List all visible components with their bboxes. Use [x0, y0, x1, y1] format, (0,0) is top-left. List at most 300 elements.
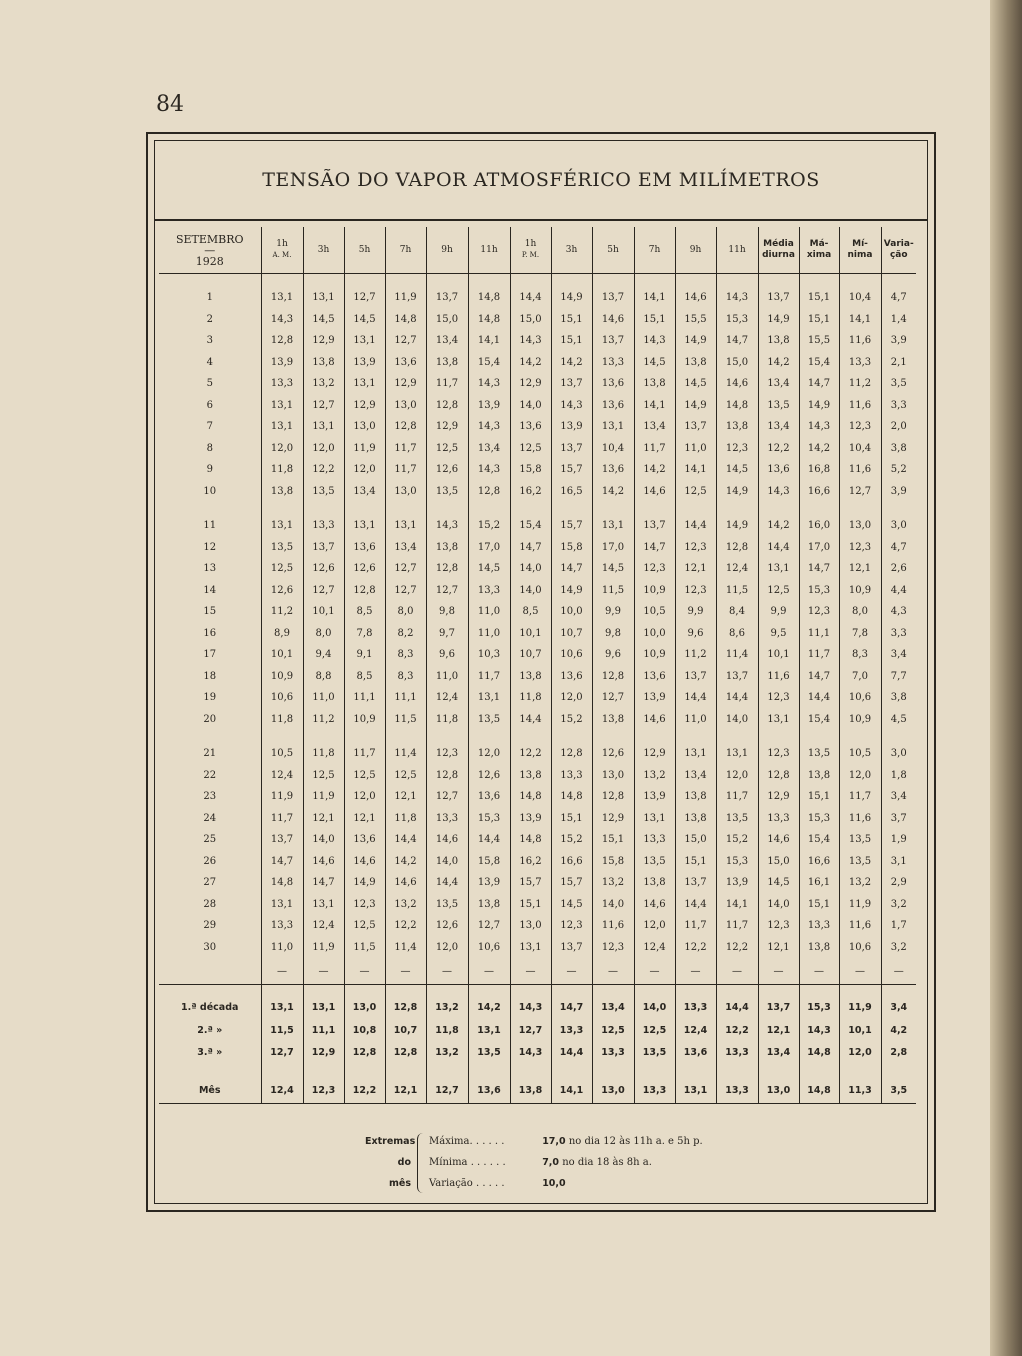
value-cell: 12,8 [758, 765, 799, 787]
dash-cell: — [716, 958, 758, 985]
value-cell: 13,3 [551, 765, 592, 787]
summary-value: 12,4 [675, 1019, 716, 1041]
header-media-diurna: Média diurna [758, 227, 799, 274]
table-row [159, 416, 916, 438]
value-cell: 12,4 [303, 915, 344, 937]
value-cell: 13,1 [261, 287, 303, 309]
value-cell: 8,3 [385, 666, 426, 688]
header-3pm: 3h [551, 227, 592, 274]
value-cell: 14,8 [468, 287, 510, 309]
summary-value: 13,3 [716, 1041, 758, 1063]
value-cell: 2,0 [881, 416, 916, 438]
value-cell: 9,1 [344, 644, 385, 666]
value-cell: 11,8 [303, 743, 344, 765]
value-cell: 10,0 [551, 601, 592, 623]
value-cell: 12,3 [426, 743, 468, 765]
value-cell: 12,6 [303, 558, 344, 580]
value-cell: 12,6 [426, 915, 468, 937]
value-cell: 14,1 [634, 395, 675, 417]
value-cell: 12,3 [758, 743, 799, 765]
summary-value: 14,4 [551, 1041, 592, 1063]
summary-value: 13,3 [675, 985, 716, 1020]
table-frame [146, 132, 936, 1212]
value-cell: 12,9 [634, 743, 675, 765]
value-cell: 12,0 [839, 765, 881, 787]
value-cell: 12,5 [510, 438, 551, 460]
extremes-values [429, 1131, 809, 1194]
extremes-label: Extremas do mês [365, 1136, 416, 1189]
value-cell: 13,3 [426, 808, 468, 830]
day-cell: 16 [203, 627, 217, 639]
value-cell: 11,7 [716, 786, 758, 808]
value-cell: 14,4 [716, 687, 758, 709]
summary-value: 3,4 [881, 985, 916, 1020]
value-cell: 15,4 [510, 515, 551, 537]
value-cell: 13,8 [634, 373, 675, 395]
header-7pm: 7h [634, 227, 675, 274]
day-cell: 8 [206, 442, 213, 454]
value-cell: 10,3 [468, 644, 510, 666]
value-cell: 11,0 [675, 709, 716, 731]
value-cell: 14,0 [758, 894, 799, 916]
value-cell: 15,0 [716, 352, 758, 374]
value-cell: 13,3 [758, 808, 799, 830]
value-cell: 12,5 [261, 558, 303, 580]
table-row [159, 829, 916, 851]
value-cell: 12,2 [716, 937, 758, 959]
value-cell: 13,5 [839, 829, 881, 851]
value-cell: 3,9 [881, 330, 916, 352]
value-cell: 13,2 [839, 872, 881, 894]
value-cell: 14,0 [716, 709, 758, 731]
value-cell: 10,5 [839, 743, 881, 765]
summary-value: 15,3 [799, 985, 839, 1020]
value-cell: 1,9 [881, 829, 916, 851]
value-cell: 12,9 [344, 395, 385, 417]
table-row [159, 915, 916, 937]
value-cell: 13,7 [675, 416, 716, 438]
value-cell: 16,1 [799, 872, 839, 894]
value-cell: 12,2 [758, 438, 799, 460]
value-cell: 12,0 [303, 438, 344, 460]
summary-value: 12,7 [426, 1077, 468, 1104]
table-row [159, 666, 916, 688]
day-cell: 19 [203, 692, 217, 704]
value-cell: 14,9 [716, 481, 758, 503]
value-cell: 3,8 [881, 687, 916, 709]
value-cell: 10,9 [839, 580, 881, 602]
value-cell: 13,9 [261, 352, 303, 374]
value-cell: 12,7 [592, 687, 634, 709]
value-cell: 11,7 [468, 666, 510, 688]
value-cell: 14,1 [716, 894, 758, 916]
value-cell: 11,5 [385, 709, 426, 731]
value-cell: 12,0 [716, 765, 758, 787]
table-row [159, 601, 916, 623]
value-cell: 7,0 [839, 666, 881, 688]
summary-value: 13,0 [592, 1077, 634, 1104]
value-cell: 13,5 [426, 481, 468, 503]
value-cell: 12,0 [344, 786, 385, 808]
value-cell: 13,2 [385, 894, 426, 916]
summary-value: 13,1 [468, 1019, 510, 1041]
summary-value: 13,6 [675, 1041, 716, 1063]
day-cell: 12 [203, 541, 217, 553]
value-cell: 10,1 [261, 644, 303, 666]
summary-value: 13,0 [344, 985, 385, 1020]
value-cell: 15,4 [799, 709, 839, 731]
value-cell: 11,0 [675, 438, 716, 460]
value-cell: 13,8 [592, 709, 634, 731]
value-cell: 13,8 [675, 352, 716, 374]
summary-value: 13,1 [261, 985, 303, 1020]
value-cell: 17,0 [468, 537, 510, 559]
summary-value: 13,1 [303, 985, 344, 1020]
value-cell: 15,4 [799, 829, 839, 851]
value-cell: 11,9 [303, 786, 344, 808]
value-cell: 12,7 [303, 395, 344, 417]
value-cell: 15,2 [716, 829, 758, 851]
summary-label: 3.ª » [197, 1046, 223, 1058]
dash-cell: — [758, 958, 799, 985]
value-cell: 12,0 [426, 937, 468, 959]
value-cell: 12,8 [426, 395, 468, 417]
table-row [159, 851, 916, 873]
value-cell: 14,4 [758, 537, 799, 559]
value-cell: 14,5 [758, 872, 799, 894]
day-cell: 6 [206, 399, 213, 411]
value-cell: 13,3 [303, 515, 344, 537]
value-cell: 15,1 [799, 894, 839, 916]
value-cell: 15,1 [799, 287, 839, 309]
value-cell: 13,1 [261, 395, 303, 417]
value-cell: 13,8 [261, 481, 303, 503]
value-cell: 9,8 [426, 601, 468, 623]
value-cell: 11,6 [839, 915, 881, 937]
table-body [159, 274, 916, 1104]
summary-value: 4,2 [881, 1019, 916, 1041]
value-cell: 15,3 [799, 580, 839, 602]
value-cell: 14,8 [468, 309, 510, 331]
value-cell: 11,7 [385, 438, 426, 460]
value-cell: 13,1 [344, 330, 385, 352]
value-cell: 15,1 [551, 309, 592, 331]
value-cell: 12,7 [426, 786, 468, 808]
value-cell: 11,6 [592, 915, 634, 937]
value-cell: 14,3 [468, 373, 510, 395]
value-cell: 16,0 [799, 515, 839, 537]
value-cell: 13,3 [468, 580, 510, 602]
value-cell: 4,7 [881, 537, 916, 559]
value-cell: 13,5 [839, 851, 881, 873]
header-11am: 11h [468, 227, 510, 274]
value-cell: 12,3 [758, 915, 799, 937]
value-cell: 14,4 [799, 687, 839, 709]
value-cell: 13,5 [634, 851, 675, 873]
value-cell: 14,8 [510, 786, 551, 808]
value-cell: 15,3 [716, 851, 758, 873]
value-cell: 9,9 [675, 601, 716, 623]
value-cell: 12,9 [385, 373, 426, 395]
value-cell: 12,8 [344, 580, 385, 602]
summary-value: 13,6 [468, 1077, 510, 1104]
value-cell: 14,9 [716, 515, 758, 537]
table-row [159, 644, 916, 666]
summary-label: 2.ª » [197, 1024, 223, 1036]
value-cell: 12,3 [839, 416, 881, 438]
value-cell: 12,4 [716, 558, 758, 580]
value-cell: 14,3 [758, 481, 799, 503]
value-cell: 12,6 [468, 765, 510, 787]
value-cell: 14,2 [799, 438, 839, 460]
extreme-maximum: Máxima. . . . . . 17,0 no dia 12 às 11h a. e 5h p. [429, 1136, 703, 1147]
value-cell: 13,1 [303, 894, 344, 916]
value-cell: 14,7 [799, 373, 839, 395]
value-cell: 1,4 [881, 309, 916, 331]
header-1pm: 1h P. M. [510, 227, 551, 274]
value-cell: 3,0 [881, 515, 916, 537]
dash-cell: — [261, 958, 303, 985]
value-cell: 9,6 [675, 623, 716, 645]
value-cell: 13,4 [675, 765, 716, 787]
summary-value: 14,2 [468, 985, 510, 1020]
summary-value: 14,4 [716, 985, 758, 1020]
value-cell: 11,8 [510, 687, 551, 709]
day-cell: 25 [203, 834, 217, 846]
value-cell: 14,7 [799, 666, 839, 688]
value-cell: 17,0 [592, 537, 634, 559]
value-cell: 15,1 [634, 309, 675, 331]
value-cell: 13,8 [675, 808, 716, 830]
value-cell: 14,9 [551, 580, 592, 602]
value-cell: 13,1 [758, 558, 799, 580]
summary-value: 13,3 [592, 1041, 634, 1063]
value-cell: 13,9 [468, 395, 510, 417]
value-cell: 14,3 [261, 309, 303, 331]
value-cell: 10,9 [839, 709, 881, 731]
summary-value: 12,2 [344, 1077, 385, 1104]
summary-value: 13,3 [634, 1077, 675, 1104]
value-cell: 10,9 [261, 666, 303, 688]
value-cell: 9,6 [426, 644, 468, 666]
value-cell: 13,6 [592, 373, 634, 395]
value-cell: 13,5 [799, 743, 839, 765]
value-cell: 8,5 [344, 601, 385, 623]
value-cell: 14,4 [510, 287, 551, 309]
value-cell: 14,9 [344, 872, 385, 894]
value-cell: 15,4 [468, 352, 510, 374]
value-cell: 13,8 [426, 352, 468, 374]
value-cell: 10,4 [839, 287, 881, 309]
summary-value: 11,9 [839, 985, 881, 1020]
value-cell: 12,3 [592, 937, 634, 959]
value-cell: 11,6 [758, 666, 799, 688]
value-cell: 13,8 [799, 937, 839, 959]
value-cell: 10,1 [510, 623, 551, 645]
day-cell: 5 [206, 378, 213, 390]
value-cell: 15,7 [551, 872, 592, 894]
summary-value: 2,8 [881, 1041, 916, 1063]
value-cell: 10,9 [344, 709, 385, 731]
value-cell: 14,6 [634, 894, 675, 916]
table-row [159, 558, 916, 580]
value-cell: 13,3 [839, 352, 881, 374]
value-cell: 12,9 [758, 786, 799, 808]
value-cell: 12,7 [385, 580, 426, 602]
value-cell: 14,3 [426, 515, 468, 537]
summary-value: 12,3 [303, 1077, 344, 1104]
dash-cell: — [468, 958, 510, 985]
day-cell: 15 [203, 606, 217, 618]
summary-value: 12,9 [303, 1041, 344, 1063]
summary-value: 13,4 [758, 1041, 799, 1063]
value-cell: 13,0 [510, 915, 551, 937]
value-cell: 8,0 [839, 601, 881, 623]
value-cell: 8,5 [344, 666, 385, 688]
value-cell: 10,7 [551, 623, 592, 645]
value-cell: 11,5 [344, 937, 385, 959]
summary-value: 14,3 [510, 985, 551, 1020]
value-cell: 12,3 [758, 687, 799, 709]
value-cell: 14,7 [510, 537, 551, 559]
table-row [159, 395, 916, 417]
day-cell: 27 [203, 877, 217, 889]
value-cell: 11,7 [799, 644, 839, 666]
value-cell: 15,0 [758, 851, 799, 873]
value-cell: 13,8 [510, 666, 551, 688]
value-cell: 13,8 [426, 537, 468, 559]
value-cell: 11,1 [799, 623, 839, 645]
value-cell: 11,9 [385, 287, 426, 309]
value-cell: 14,9 [551, 287, 592, 309]
value-cell: 15,3 [799, 808, 839, 830]
value-cell: 14,8 [551, 786, 592, 808]
value-cell: 11,7 [716, 915, 758, 937]
value-cell: 12,9 [510, 373, 551, 395]
value-cell: 13,4 [344, 481, 385, 503]
value-cell: 14,5 [675, 373, 716, 395]
value-cell: 13,9 [634, 786, 675, 808]
value-cell: 14,4 [675, 894, 716, 916]
value-cell: 8,0 [303, 623, 344, 645]
value-cell: 16,2 [510, 851, 551, 873]
value-cell: 9,5 [758, 623, 799, 645]
value-cell: 13,6 [592, 395, 634, 417]
value-cell: 4,7 [881, 287, 916, 309]
value-cell: 8,9 [261, 623, 303, 645]
value-cell: 12,6 [344, 558, 385, 580]
value-cell: 8,8 [303, 666, 344, 688]
day-cell: 18 [203, 670, 217, 682]
value-cell: 13,7 [551, 373, 592, 395]
value-cell: 13,0 [839, 515, 881, 537]
value-cell: 13,5 [716, 808, 758, 830]
dash-cell: — [839, 958, 881, 985]
dash-cell: — [634, 958, 675, 985]
value-cell: 10,6 [839, 937, 881, 959]
value-cell: 11,0 [303, 687, 344, 709]
value-cell: 12,8 [592, 786, 634, 808]
value-cell: 14,6 [385, 872, 426, 894]
value-cell: 12,1 [385, 786, 426, 808]
value-cell: 13,5 [468, 709, 510, 731]
value-cell: 10,6 [261, 687, 303, 709]
value-cell: 13,6 [592, 459, 634, 481]
value-cell: 11,9 [261, 786, 303, 808]
dash-cell: — [303, 958, 344, 985]
value-cell: 12,2 [675, 937, 716, 959]
value-cell: 13,6 [344, 829, 385, 851]
value-cell: 10,5 [261, 743, 303, 765]
value-cell: 13,7 [592, 287, 634, 309]
value-cell: 12,5 [303, 765, 344, 787]
summary-value: 14,1 [551, 1077, 592, 1104]
value-cell: 13,7 [675, 666, 716, 688]
value-cell: 12,7 [344, 287, 385, 309]
value-cell: 8,4 [716, 601, 758, 623]
value-cell: 14,2 [385, 851, 426, 873]
value-cell: 10,9 [634, 644, 675, 666]
table-row [159, 786, 916, 808]
value-cell: 12,4 [426, 687, 468, 709]
value-cell: 8,5 [510, 601, 551, 623]
value-cell: 15,1 [799, 786, 839, 808]
decade-summary-row [159, 1041, 916, 1063]
dash-row [159, 958, 916, 985]
value-cell: 13,4 [634, 416, 675, 438]
value-cell: 15,3 [468, 808, 510, 830]
table-row [159, 330, 916, 352]
month-summary-row [159, 1077, 916, 1104]
value-cell: 2,6 [881, 558, 916, 580]
value-cell: 7,8 [839, 623, 881, 645]
value-cell: 8,3 [385, 644, 426, 666]
value-cell: 13,6 [510, 416, 551, 438]
value-cell: 16,2 [510, 481, 551, 503]
value-cell: 12,2 [385, 915, 426, 937]
value-cell: 14,8 [510, 829, 551, 851]
value-cell: 8,3 [839, 644, 881, 666]
value-cell: 11,0 [426, 666, 468, 688]
summary-value: 13,8 [510, 1077, 551, 1104]
value-cell: 14,1 [839, 309, 881, 331]
value-cell: 11,7 [839, 786, 881, 808]
value-cell: 13,4 [468, 438, 510, 460]
value-cell: 14,2 [510, 352, 551, 374]
dash-cell: — [551, 958, 592, 985]
value-cell: 11,6 [839, 395, 881, 417]
brace [417, 1133, 426, 1193]
value-cell: 13,9 [510, 808, 551, 830]
value-cell: 3,1 [881, 851, 916, 873]
summary-value: 13,5 [468, 1041, 510, 1063]
summary-value: 12,1 [758, 1019, 799, 1041]
value-cell: 12,3 [551, 915, 592, 937]
value-cell: 11,7 [634, 438, 675, 460]
value-cell: 16,5 [551, 481, 592, 503]
value-cell: 13,2 [303, 373, 344, 395]
summary-value: 14,0 [634, 985, 675, 1020]
summary-value: 12,8 [385, 985, 426, 1020]
summary-value: 12,4 [261, 1077, 303, 1104]
table-row [159, 537, 916, 559]
value-cell: 11,0 [468, 623, 510, 645]
summary-value: 11,1 [303, 1019, 344, 1041]
value-cell: 11,6 [839, 808, 881, 830]
extreme-minimum: Mínima . . . . . . 7,0 no dia 18 às 8h a. [429, 1157, 652, 1168]
value-cell: 9,4 [303, 644, 344, 666]
value-cell: 13,7 [716, 666, 758, 688]
